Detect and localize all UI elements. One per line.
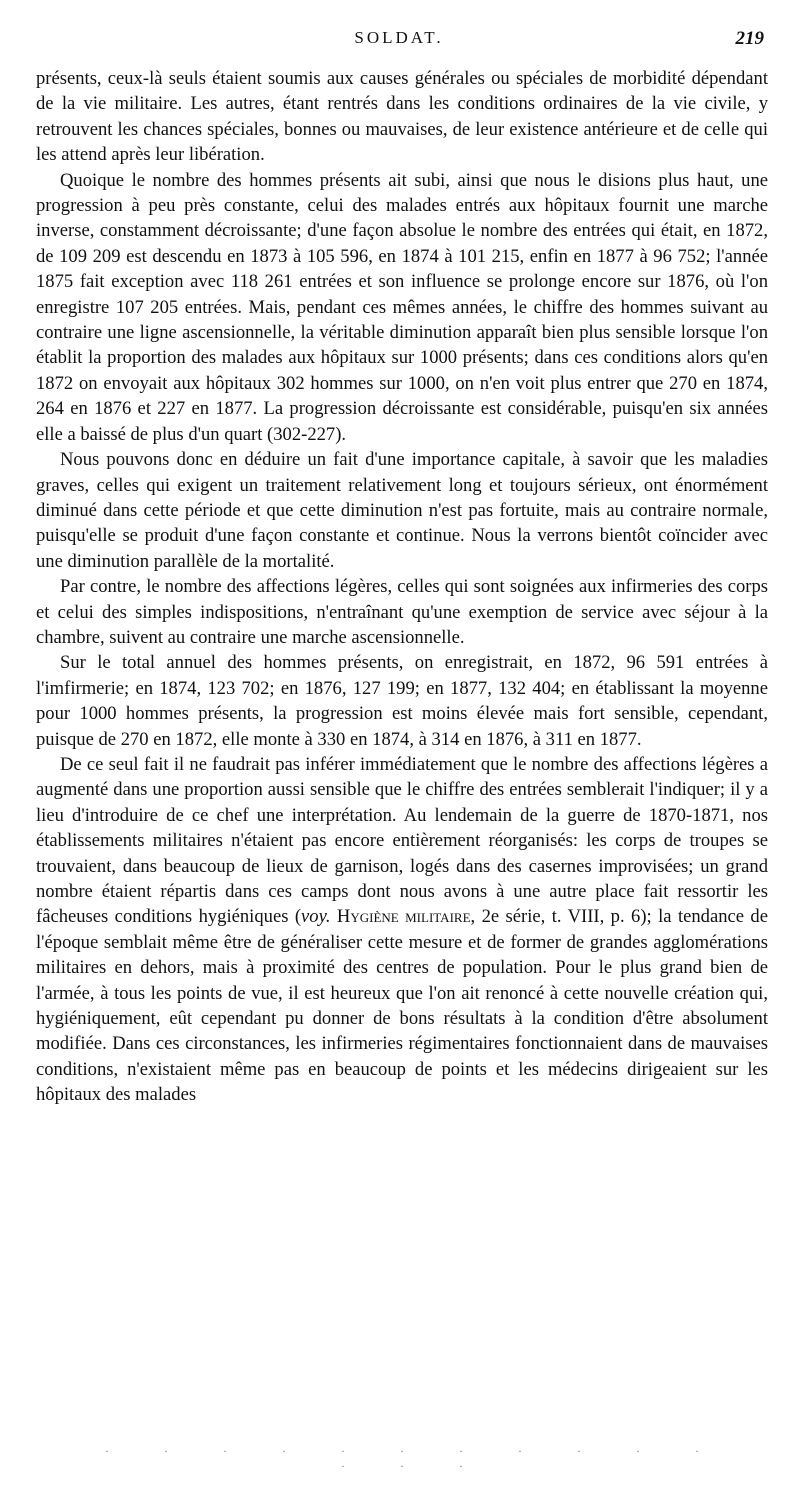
paragraph-6 xyxy=(36,752,768,1108)
paragraph-3: Nous pouvons donc en déduire un fait d'une importance capitale, à savoir que les maladies graves, celles qui exigent un traitement relativement long et toujours sérieux, ont énormément diminué dans cette période et que cette diminution n'est pas fortuite, mais au contraire normale, puisqu'elle se produit d'une façon constante et continue. Nous la verrons bientôt coïncider avec une diminution parallèle de la mortalité. xyxy=(36,449,768,572)
voy-abbreviation: voy. xyxy=(301,906,331,928)
paragraph-2: Quoique le nombre des hommes présents ait subi, ainsi que nous le disions plus haut, une progression à peu près constante, celui des malades entrés aux hôpitaux fournit une marche inverse, constamment décroissante; d'une façon absolue le nombre des entrées qui était, en 1872, de 109 209 est descendu en 1873 à 105 596, en 1874 à 101 215, enfin en 1877 à 96 752; l'année 1875 fait exception avec 118 261 entrées et son influence se prolonge encore sur 1876, où l'on enregistre 107 205 entrées. Mais, pendant ces mêmes années, le chiffre des hommes suivant au contraire une ligne ascensionnelle, la véritable diminution apparaît bien plus sensible lorsque l'on établit la proportion des malades aux hôpitaux sur 1000 présents; dans ces conditions alors qu'en 1872 on envoyait aux hôpitaux 302 hommes sur 1000, on n'en voit plus entrer que 270 en 1874, 264 en 1876 et 227 en 1877. La progression décroissante est considérable, puisqu'en six années elle a baissé de plus d'un quart (302-227). xyxy=(36,169,768,445)
page-header xyxy=(34,28,764,56)
paragraph-6-text-a: De ce seul fait il ne faudrait pas inférer immédiatement que le nombre des affections légères a augmenté dans une proportion aussi sensible que le chiffre des entrées semblerait l'indiquer; il y a lieu d'introduire de ce chef une interprétation. Au lendemain de la guerre de 1870-1871, nos établissements militaires n'étaient pas encore entièrement réorganisés: les corps de troupes se trouvaient, dans beaucoup de lieux de garnison, logés dans des casernes improvisées; un grand nombre étaient répartis dans ces camps dont nous avons à une autre place fait ressortir les fâcheuses conditions hygiéniques ( xyxy=(36,753,768,928)
page-number: 219 xyxy=(735,28,764,49)
running-head: SOLDAT. xyxy=(354,28,444,47)
paragraph-5: Sur le total annuel des hommes présents, on enregistrait, en 1872, 96 591 entrées à l'imfirmerie; en 1874, 123 702; en 1876, 127 199; en 1877, 132 404; en établissant la moyenne pour 1000 hommes présents, la progression est moins élevée mais fort sensible, cependant, puisque de 270 en 1872, elle monte à 330 en 1874, à 314 en 1876, à 311 en 1877. xyxy=(36,652,768,750)
paragraph-6-text-b: , 2e série, t. VIII, p. 6); la tendance de l'époque semblait même être de généraliser cette mesure et de former de grandes agglomérations militaires en dehors, mais à proximité des centres de population. Pour le plus grand bien de l'armée, à tous les points de vue, il est heureux que l'on ait renoncé à cette nouvelle création qui, hygiéniquement, eût cependant pu donner de bons résultats à la condition d'être absolument modifiée. Dans ces circonstances, les infirmeries régimentaires fonctionnaient dans de mauvaises conditions, n'existaient même pas en beaucoup de points et les médecins dirigeaient sur les hôpitaux des malades xyxy=(36,906,768,1106)
body-text xyxy=(36,66,768,1108)
paragraph-1: présents, ceux-là seuls étaient soumis aux causes générales ou spéciales de morbidité dépendant de la vie militaire. Les autres, étant rentrés dans les conditions ordinaires de la vie civile, y retrouvent les chances spéciales, bonnes ou mauvaises, de leur existence antérieure et de celle qui les attend après leur libération. xyxy=(36,68,768,166)
footer-dots: · · · · · · · · · · · · · · xyxy=(105,1444,725,1473)
paragraph-4: Par contre, le nombre des affections légères, celles qui sont soignées aux infirmeries des corps et celui des simples indispositions, n'entraînant qu'une exemption de service avec séjour à la chambre, suivent au contraire une marche ascensionnelle. xyxy=(36,576,768,648)
hygiene-militaire-reference: Hygiène militaire xyxy=(336,906,471,928)
